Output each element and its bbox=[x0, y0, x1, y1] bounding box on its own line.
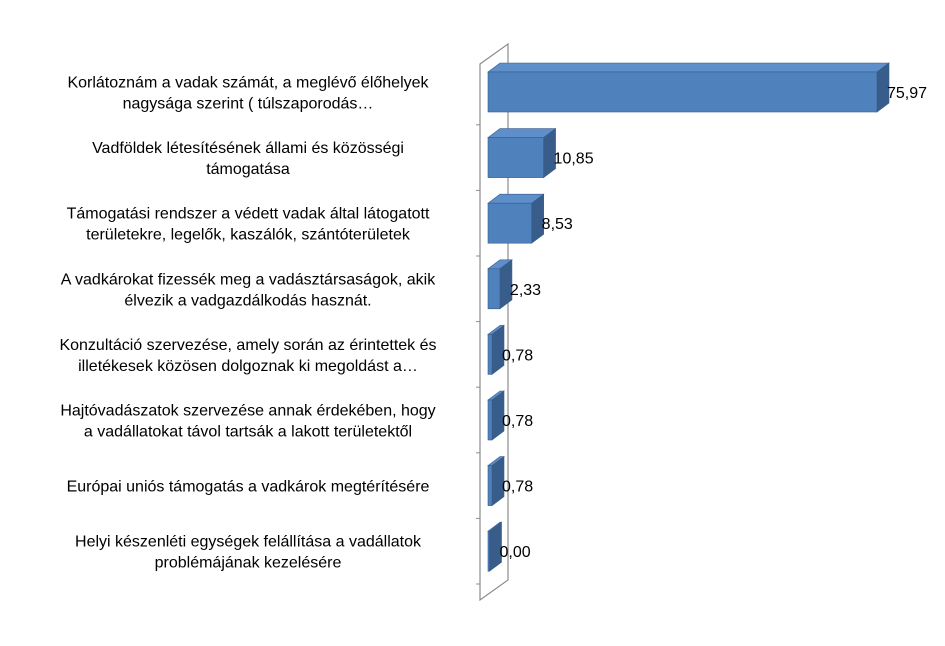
category-label-6: a vadállatokat távol tartsák a lakott területektől bbox=[83, 423, 413, 441]
value-label-6: 0,78 bbox=[501, 413, 534, 430]
axis-wall bbox=[480, 44, 508, 600]
category-label-8: Helyi készenléti egységek felállítása a vadállatok bbox=[75, 533, 421, 551]
bar-4 bbox=[488, 260, 512, 309]
category-label-1: nagysága szerint ( túlszaporodás… bbox=[122, 95, 374, 113]
bar-1 bbox=[488, 63, 889, 112]
axis-layer bbox=[476, 44, 508, 600]
bars-layer bbox=[488, 63, 889, 571]
category-label-1: Korlátoznám a vadak számát, a meglévő élőhelyek bbox=[67, 74, 429, 92]
category-label-4: élvezik a vadgazdálkodás hasznát. bbox=[124, 292, 372, 310]
bar-front-face bbox=[488, 531, 490, 571]
bar-front-face bbox=[488, 72, 877, 112]
category-label-2: Vadföldek létesítésének állami és közösségi bbox=[92, 140, 404, 158]
category-label-3: területekre, legelők, kaszálók, szántóterületek bbox=[86, 226, 410, 244]
value-label-5: 0,78 bbox=[501, 347, 534, 365]
category-label-3: Támogatási rendszer a védett vadak által látogatott bbox=[66, 205, 430, 223]
value-label-3: 8,53 bbox=[541, 216, 573, 234]
value-label-7: 0,78 bbox=[501, 478, 534, 496]
value-label-2: 10,85 bbox=[553, 150, 594, 168]
bar-front-face bbox=[488, 138, 544, 178]
bar-front-face bbox=[488, 466, 492, 506]
category-label-5: Konzultáció szervezése, amely során az érintettek és bbox=[59, 336, 437, 354]
bar-front-face bbox=[488, 269, 500, 309]
bar-front-face bbox=[488, 203, 532, 243]
category-label-4: A vadkárokat fizessék meg a vadásztársaságok, akik bbox=[60, 271, 436, 289]
category-label-7: Európai uniós támogatás a vadkárok megtérítésére bbox=[66, 478, 430, 496]
value-label-4: 2,33 bbox=[509, 281, 542, 299]
bar-front-face bbox=[488, 334, 492, 374]
bar-top-face bbox=[488, 63, 889, 72]
category-label-5: illetékesek közösen dolgoznak ki megoldást a… bbox=[78, 357, 418, 375]
bar-2 bbox=[488, 129, 556, 178]
bar-3 bbox=[488, 194, 544, 243]
category-label-8: problémájának kezelésére bbox=[154, 554, 342, 572]
value-label-8: 0,00 bbox=[499, 544, 531, 562]
value-label-1: 75,97 bbox=[887, 85, 928, 102]
category-label-6: Hajtóvadászatok szervezése annak érdekében, hogy bbox=[60, 402, 436, 420]
bar-front-face bbox=[488, 400, 492, 440]
category-label-2: támogatása bbox=[206, 161, 290, 179]
